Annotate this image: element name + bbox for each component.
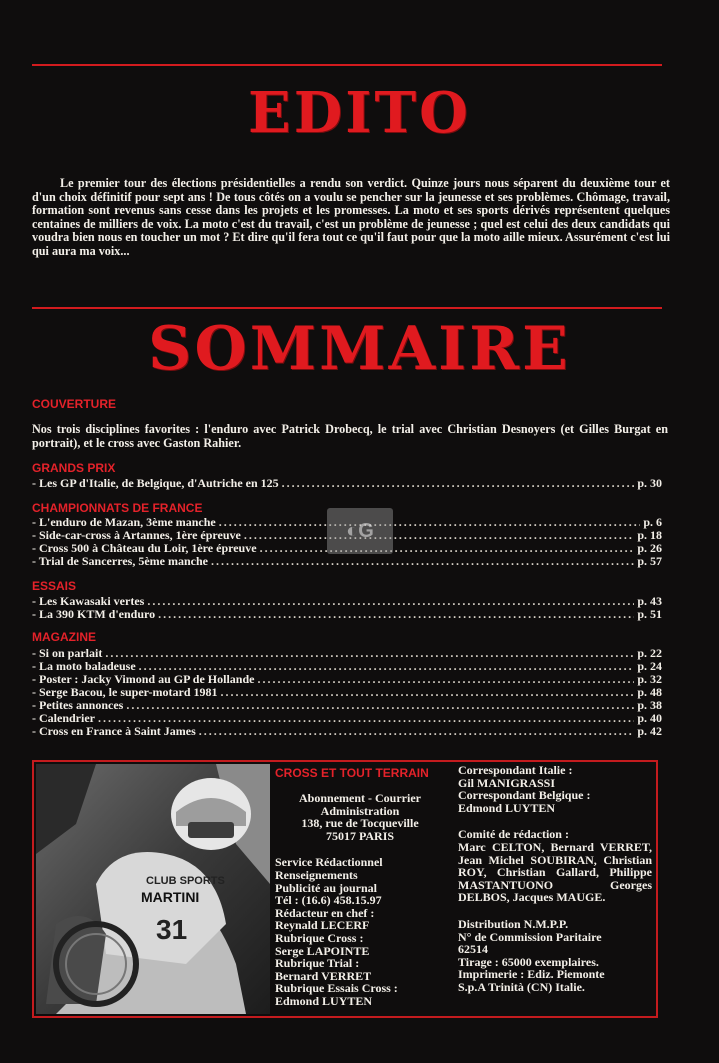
toc-page: p. 18 [637, 528, 662, 542]
rider-photo [36, 764, 270, 1014]
abonnement-line: 75017 PARIS [325, 828, 395, 843]
service-line: Renseignements [275, 867, 358, 882]
correspondant-line: Correspondant Italie : [458, 763, 573, 777]
correspondant-line: Gil MANIGRASSI [458, 775, 556, 790]
toc-label: - La moto baladeuse [32, 659, 136, 673]
watermark-logo: ◐G [327, 508, 393, 554]
service-line: Rubrique Cross : [275, 930, 364, 945]
colophon-middle-column [275, 766, 445, 1008]
distribution-line: 62514 [458, 942, 488, 957]
magazine-name: CROSS ET TOUT TERRAIN [275, 766, 429, 780]
magazine-heading: MAGAZINE [32, 630, 96, 644]
distribution-line: Imprimerie : Ediz. Piemonte [458, 967, 605, 982]
edito-title: EDITO [248, 80, 471, 146]
abonnement-line: Abonnement - Courrier [299, 791, 421, 805]
toc-row[interactable] [32, 685, 662, 698]
comite-members: Marc CELTON, Bernard VERRET, Jean Michel SOUBIRAN, Christian ROY, Christian Gallard, Philippe MASTANTUONO Georges DELBOS, Jacques MAUGE. [458, 839, 652, 905]
toc-page: p. 6 [643, 515, 662, 529]
toc-row[interactable] [32, 672, 662, 685]
toc-row[interactable] [32, 594, 662, 607]
toc-label: - L'enduro de Mazan, 3ème manche [32, 515, 216, 529]
edito-paragraph: Le premier tour des élections présidentielles a rendu son verdict. Quinze jours nous séparent du deuxième tour et d'un choix définitif pour sept ans ! De tous côtés on a voulu se pencher sur la jeunesse et ses problèmes. Chômage, travail, formation sont revenus sans cesse dans les projets et les promesses. La moto et ses sports dérivés représentent quelques centaines de milliers de voix. La moto c'est du travail, c'est un problème de jeunesse ; quel est celui des deux candidats qui voudra bien nous en toucher un mot ? Et dire qu'il fera tout ce qu'il faut pour que la moto aille mieux. Assurément c'est lui qui aura ma voix... [32, 176, 670, 258]
abonnement-line: 138, rue de Tocqueville [301, 816, 419, 831]
service-line: Rubrique Trial : [275, 956, 360, 971]
toc-page: p. 43 [637, 594, 662, 608]
distribution-line: N° de Commission Paritaire [458, 929, 602, 944]
toc-label: - La 390 KTM d'enduro [32, 607, 156, 621]
comite-heading: Comité de rédaction : [458, 827, 569, 842]
correspondant-line: Correspondant Belgique : [458, 788, 591, 803]
correspondants-block [458, 764, 652, 814]
grands-prix-list [32, 476, 662, 489]
toc-label: - Les Kawasaki vertes [32, 594, 145, 608]
toc-page: p. 48 [637, 685, 662, 699]
service-line: Rédacteur en chef : [275, 905, 375, 920]
toc-row[interactable] [32, 607, 662, 620]
toc-leader-dots [211, 554, 634, 569]
abonnement-block [275, 792, 445, 842]
couverture-text: Nos trois disciplines favorites : l'enduro avec Patrick Drobecq, le trial avec Christian Desnoyers (et Gilles Burgat en portrait), et le cross avec Gaston Rahier. [32, 422, 668, 450]
toc-label: - Poster : Jacky Vimond au GP de Hollande [32, 672, 255, 686]
essais-list [32, 594, 662, 620]
distribution-block [458, 918, 652, 994]
toc-row[interactable] [32, 724, 662, 737]
toc-row[interactable] [32, 554, 662, 567]
magazine-list [32, 646, 662, 737]
toc-label: - Les GP d'Italie, de Belgique, d'Autriche en 125 [32, 476, 279, 490]
toc-page: p. 24 [637, 659, 662, 673]
distribution-line: S.p.A Trinità (CN) Italie. [458, 979, 585, 994]
colophon-right-column [458, 764, 652, 994]
toc-page: p. 26 [637, 541, 662, 555]
toc-page: p. 38 [637, 698, 662, 712]
toc-row[interactable] [32, 646, 662, 659]
correspondant-line: Edmond LUYTEN [458, 800, 556, 815]
toc-label: - Side-car-cross à Artannes, 1ère épreuve [32, 528, 241, 542]
couverture-heading: COUVERTURE [32, 397, 117, 411]
toc-label: - Cross 500 à Château du Loir, 1ère épreuve [32, 541, 257, 555]
toc-leader-dots [199, 724, 635, 739]
toc-leader-dots [158, 607, 634, 622]
toc-page: p. 40 [637, 711, 662, 725]
service-line: Bernard VERRET [275, 968, 372, 983]
toc-row[interactable] [32, 659, 662, 672]
photo-sponsor-text: CLUB SPORTS [146, 875, 225, 887]
service-line: Rubrique Essais Cross : [275, 981, 398, 996]
rider-photo-image [36, 764, 270, 1014]
toc-row[interactable] [32, 476, 662, 489]
distribution-line: Tirage : 65000 exemplaires. [458, 954, 599, 969]
toc-row[interactable] [32, 711, 662, 724]
toc-page: p. 42 [637, 724, 662, 738]
service-line: Service Rédactionnel [275, 855, 383, 870]
service-block [275, 856, 445, 1007]
service-line: Serge LAPOINTE [275, 943, 370, 958]
top-red-rule [32, 64, 662, 66]
photo-number-text: 31 [156, 914, 188, 945]
toc-page: p. 22 [637, 646, 662, 660]
toc-page: p. 32 [637, 672, 662, 686]
essais-heading: ESSAIS [32, 579, 77, 593]
grands-prix-heading: GRANDS PRIX [32, 461, 116, 475]
abonnement-line: Administration [320, 803, 400, 818]
toc-label: - Cross en France à Saint James [32, 724, 196, 738]
toc-label: - Si on parlait [32, 646, 103, 660]
toc-leader-dots [282, 476, 635, 491]
championnats-heading: CHAMPIONNATS DE FRANCE [32, 501, 203, 515]
toc-label: - Petites annonces [32, 698, 124, 712]
toc-label: - Calendrier [32, 711, 95, 725]
photo-brand-text: MARTINI [141, 889, 200, 905]
sommaire-title: SOMMAIRE [148, 314, 571, 384]
toc-page: p. 57 [637, 554, 662, 568]
service-line: Edmond LUYTEN [275, 993, 373, 1008]
service-line: Publicité au journal [275, 880, 378, 895]
toc-label: - Trial de Sancerres, 5ème manche [32, 554, 208, 568]
toc-label: - Serge Bacou, le super-motard 1981 [32, 685, 218, 699]
toc-page: p. 30 [637, 476, 662, 490]
toc-page: p. 51 [637, 607, 662, 621]
middle-red-rule [32, 307, 662, 309]
toc-row[interactable] [32, 698, 662, 711]
service-line: Reynald LECERF [275, 918, 370, 933]
distribution-line: Distribution N.M.P.P. [458, 916, 569, 931]
phone-line: Tél : (16.6) 458.15.97 [275, 893, 382, 908]
